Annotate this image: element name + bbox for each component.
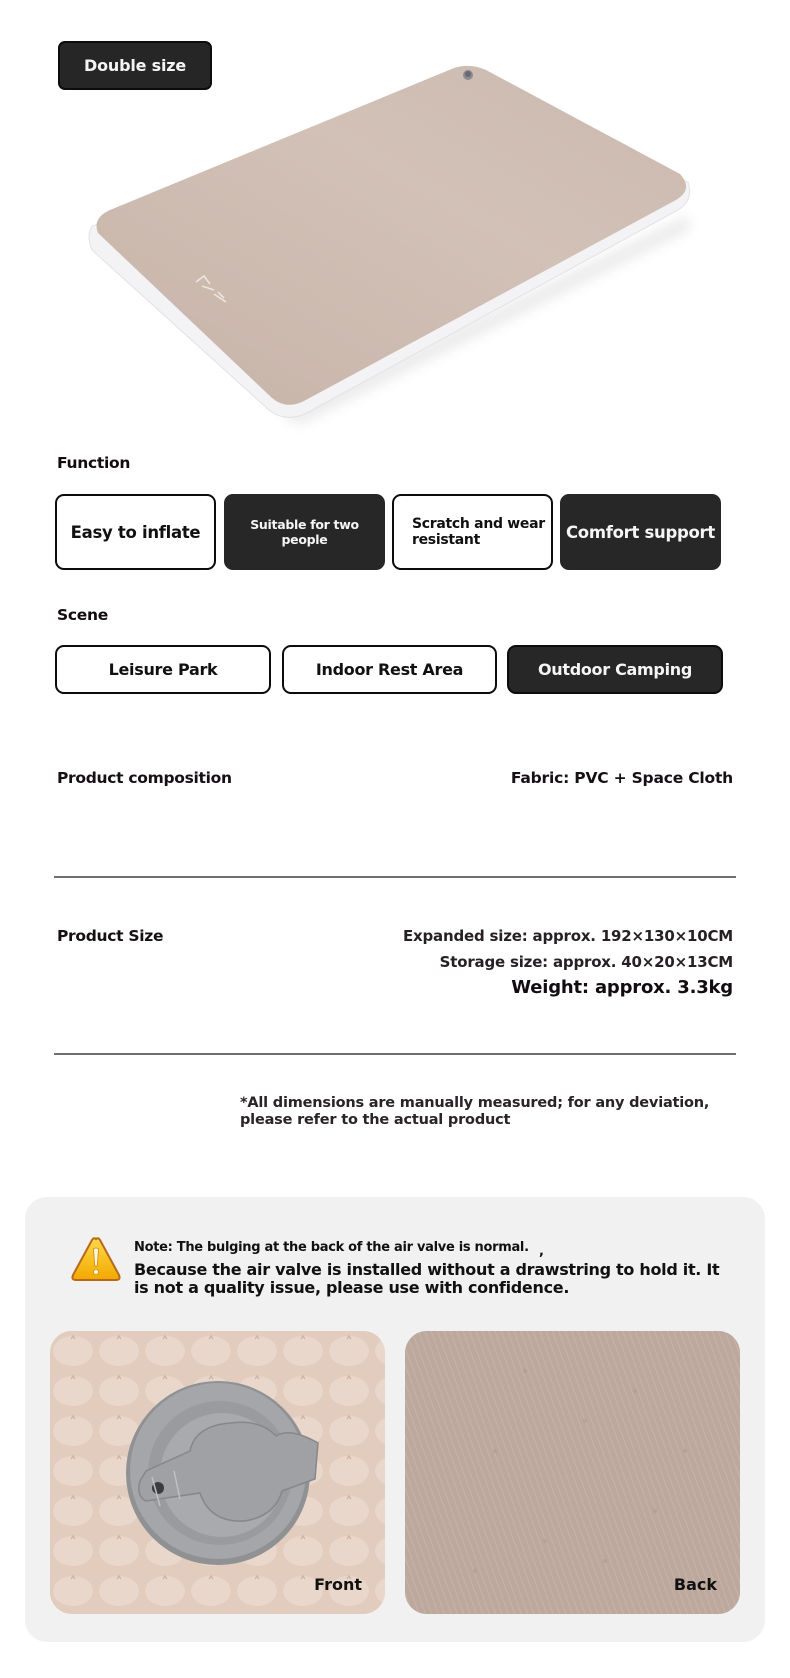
function-chip-scratch-resistant: Scratch and wear resistant: [392, 494, 553, 570]
weight: Weight: approx. 3.3kg: [511, 977, 733, 998]
composition-label: Product composition: [57, 769, 232, 787]
function-chip-comfort-support: Comfort support: [560, 494, 721, 570]
scene-chip-outdoor-camping: Outdoor Camping: [507, 645, 723, 694]
dimensions-disclaimer: *All dimensions are manually measured; for any deviation, please refer to the actual product: [240, 1095, 710, 1128]
stray-comma: ,: [538, 1244, 544, 1259]
air-valve-front-photo: [50, 1331, 385, 1614]
warning-icon: [70, 1236, 122, 1282]
valve-note-heading: [134, 1240, 544, 1259]
function-chip-two-people: Suitable for two people: [224, 494, 385, 570]
storage-size: Storage size: approx. 40×20×13CM: [439, 953, 733, 971]
scene-chip-leisure-park: Leisure Park: [55, 645, 271, 694]
valve-note-body: Because the air valve is installed without a drawstring to hold it. It is not a quality issue, please use with confidence.: [134, 1260, 720, 1297]
function-title: Function: [57, 454, 131, 472]
divider: [54, 1053, 736, 1055]
function-chip-easy-to-inflate: Easy to inflate: [55, 494, 216, 570]
scene-title: Scene: [57, 606, 108, 624]
air-valve-back-photo: [405, 1331, 740, 1614]
expanded-size: Expanded size: approx. 192×130×10CM: [403, 927, 733, 945]
front-label: Front: [314, 1575, 362, 1594]
scene-chip-indoor-rest-area: Indoor Rest Area: [282, 645, 497, 694]
size-badge: Double size: [58, 41, 212, 90]
composition-value: Fabric: PVC + Space Cloth: [510, 769, 733, 787]
product-size-label: Product Size: [57, 927, 164, 945]
valve-note-text: Note: The bulging at the back of the air valve is normal.: [134, 1240, 529, 1255]
hero-section: [0, 0, 790, 445]
back-label: Back: [673, 1575, 717, 1594]
air-valve-front-illustration: [50, 1331, 385, 1614]
divider: [54, 876, 736, 878]
fabric-back-texture: [405, 1331, 740, 1614]
